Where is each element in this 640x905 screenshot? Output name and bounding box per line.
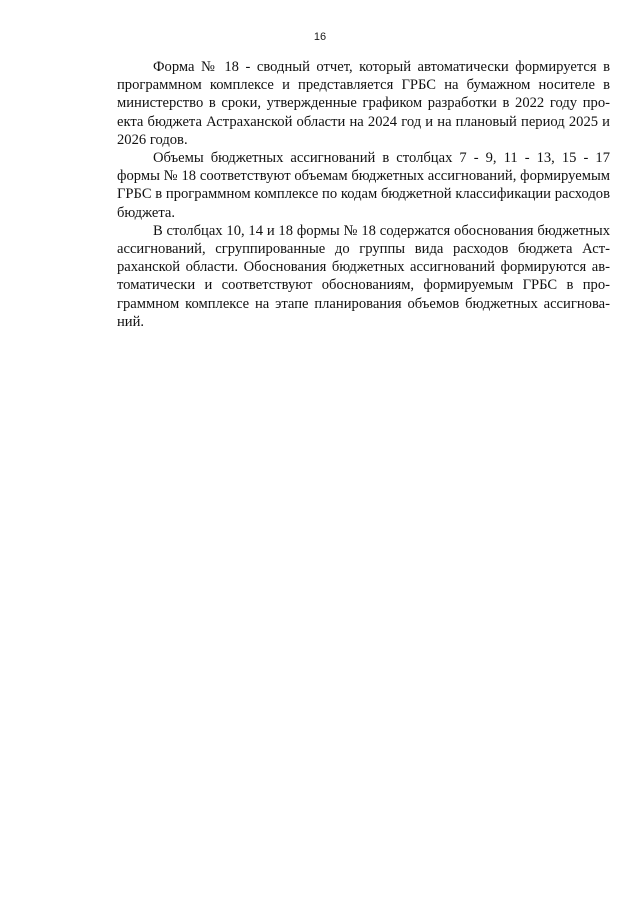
- paragraph-budget-volumes: Объемы бюджетных ассигнований в столбцах 7 - 9, 11 - 13, 15 - 17 формы № 18 соответствуют объемам бюджетных ассигнований, формируемым ГРБС в программном комплексе по кодам бюджетной классификации расходов бюджета.: [117, 150, 610, 221]
- page-number: 16: [313, 31, 327, 43]
- paragraph-justifications: В столбцах 10, 14 и 18 формы № 18 содержатся обоснования бюджетных ассигнований, сгруппированные до группы вида расходов бюджета Астраханской области. Обоснования бюджетных ассигнований формируются автоматически и соответствуют обоснованиям, формируемым ГРБС в программном комплексе на этапе планирования объемов бюджетных ассигнований.: [117, 222, 610, 330]
- body-text: [117, 58, 610, 331]
- paragraph-form-18: Форма № 18 - сводный отчет, который автоматически формируется в программном комплексе и представляется ГРБС на бумажном носителе в министерство в сроки, утвержденные графиком разработки в 2022 году проекта бюджета Астраханской области на 2024 год и на плановый период 2025 и 2026 годов.: [117, 59, 610, 148]
